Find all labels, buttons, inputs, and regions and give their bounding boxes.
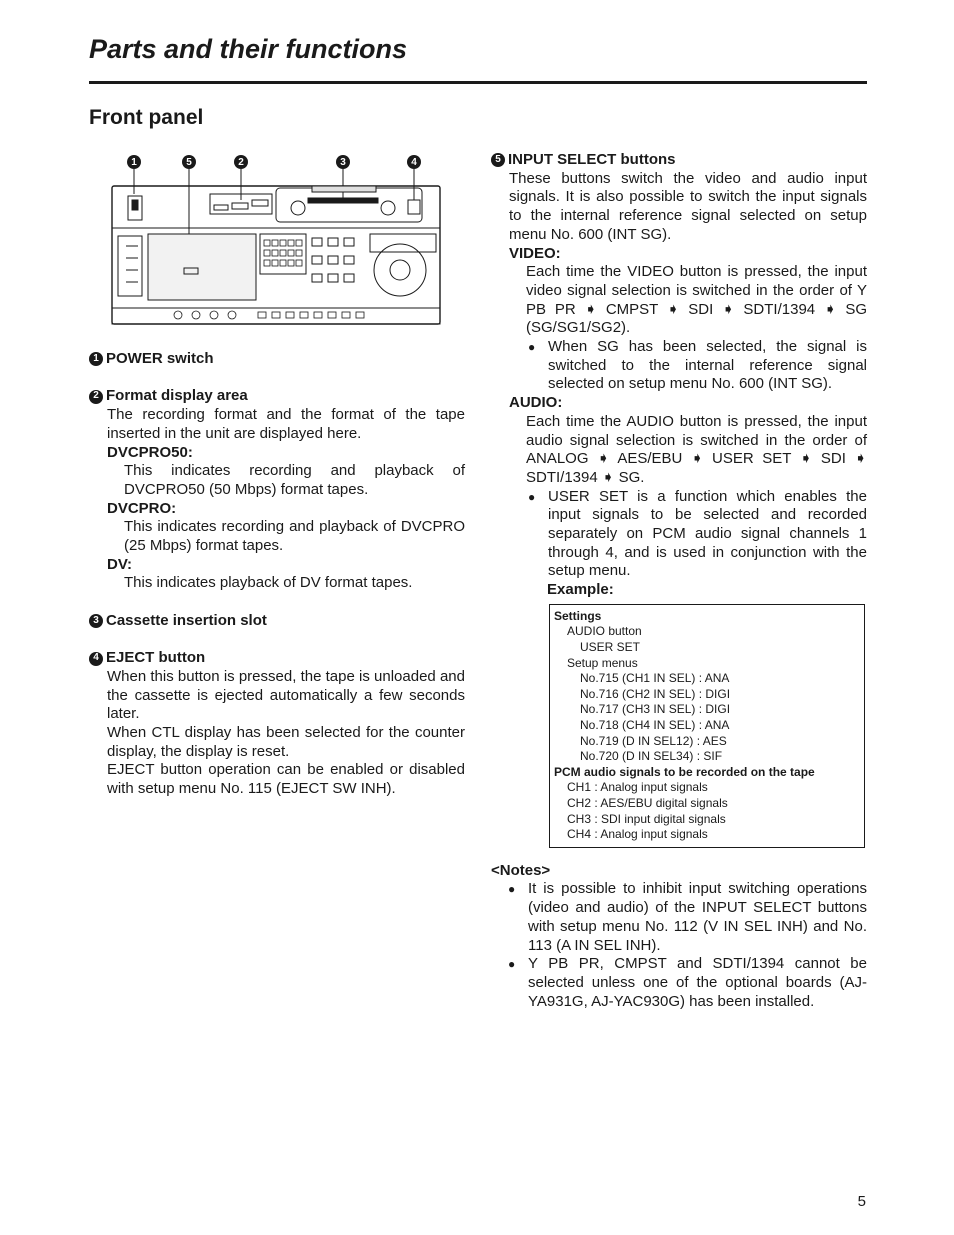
callout-1: 1 <box>127 155 141 169</box>
audio-button-label: AUDIO button <box>567 624 642 639</box>
dv-label: DV: <box>107 555 133 573</box>
menu-line: No.717 (CH3 IN SEL) : DIGI <box>580 702 731 717</box>
note-text: It is possible to inhibit input switching operations (video and audio) of the INPUT SELECT buttons with setup menu No. 112 (V IN SEL INH) and No. 113 (A IN SEL INH). <box>528 880 867 954</box>
note-text: Y PB PR, CMPST and SDTI/1394 cannot be selected unless one of the optional boards (AJ-YA931G, AJ-YAC930G) has been installed. <box>528 955 867 1010</box>
settings-label: Settings <box>554 608 602 623</box>
bullet-icon: ● <box>508 957 516 972</box>
format-display-description: The recording format and the format of the tape inserted in the unit are displayed here. <box>107 406 465 442</box>
user-set-label: USER SET <box>580 640 641 655</box>
left-column <box>89 350 465 799</box>
eject-button-heading <box>89 649 465 668</box>
input-select-description: These buttons switch the video and audio input signals. It is also possible to switch the input signals to the internal reference signal selected on setup menu No. 600 (INT SG). <box>509 169 867 243</box>
section-title: Front panel <box>89 106 204 129</box>
eject-paragraph-2: When CTL display has been selected for the counter display, the display is reset. <box>107 724 465 760</box>
video-bullet-text: When SG has been selected, the signal is switched to the internal reference signal selected on setup menu No. 600 (INT SG). <box>548 338 867 393</box>
video-bullet <box>528 338 867 394</box>
audio-text: Each time the AUDIO button is pressed, the input audio signal selection is switched in the order of ANALOG ➧ AES/EBU ➧ USER SET ➧ SDI ➧ SDTI/1394 ➧ SG. <box>526 412 867 486</box>
bullet-icon: ● <box>528 489 536 504</box>
example-label: Example: <box>547 581 614 599</box>
cassette-slot-title: Cassette insertion slot <box>106 611 267 629</box>
channel-line: CH1 : Analog input signals <box>567 780 708 795</box>
number-badge: 5 <box>491 153 505 167</box>
callout-3: 3 <box>336 155 350 169</box>
eject-button-title: EJECT button <box>106 649 206 667</box>
menu-line: No.716 (CH2 IN SEL) : DIGI <box>580 686 731 701</box>
front-panel-illustration <box>108 150 444 326</box>
notes-heading: <Notes> <box>491 861 551 879</box>
menu-line: No.719 (D IN SEL12) : AES <box>580 733 727 748</box>
dvcpro-text: This indicates recording and playback of DVCPRO (25 Mbps) format tapes. <box>124 518 465 555</box>
eject-paragraph-3: EJECT button operation can be enabled or disabled with setup menu No. 115 (EJECT SW INH). <box>107 761 465 798</box>
format-display-title: Format display area <box>106 387 248 405</box>
audio-label: AUDIO: <box>509 394 563 412</box>
pcm-title: PCM audio signals to be recorded on the tape <box>554 764 815 779</box>
channel-line: CH4 : Analog input signals <box>567 827 708 842</box>
note-item <box>508 955 867 1011</box>
callout-2: 2 <box>234 155 248 169</box>
dvcpro50-text: This indicates recording and playback of DVCPRO50 (50 Mbps) format tapes. <box>124 462 465 498</box>
callout-5: 5 <box>182 155 196 169</box>
bullet-icon: ● <box>508 882 516 897</box>
page-number: 5 <box>857 1193 866 1210</box>
setup-menus-label: Setup menus <box>567 655 638 670</box>
format-display-heading <box>89 387 465 406</box>
video-label: VIDEO: <box>509 244 561 262</box>
power-switch-title: POWER switch <box>106 350 214 367</box>
input-select-title: INPUT SELECT buttons <box>508 151 676 168</box>
video-text: Each time the VIDEO button is pressed, the input video signal selection is switched in the order of Y PB PR ➧ CMPST ➧ SDI ➧ SDTI/1394 ➧ SG (SG/SG1/SG2). <box>526 263 867 337</box>
menu-line: No.718 (CH4 IN SEL) : ANA <box>580 718 730 733</box>
example-box <box>549 604 865 848</box>
input-select-heading <box>491 151 867 170</box>
note-item <box>508 880 867 955</box>
cassette-slot-heading <box>89 612 465 631</box>
channel-line: CH2 : AES/EBU digital signals <box>567 796 728 810</box>
dvcpro50-label: DVCPRO50: <box>107 443 193 461</box>
dv-text: This indicates playback of DV format tapes. <box>124 574 413 592</box>
number-badge: 2 <box>89 390 103 404</box>
dvcpro-label: DVCPRO: <box>107 499 177 517</box>
bullet-icon: ● <box>528 340 536 355</box>
menu-line: No.720 (D IN SEL34) : SIF <box>580 749 723 764</box>
number-badge: 1 <box>89 352 103 366</box>
eject-paragraph-1: When this button is pressed, the tape is unloaded and the cassette is ejected automatically a few seconds later. <box>107 667 465 723</box>
audio-bullet-text: USER SET is a function which enables the input signals to be selected and recorded separately on PCM audio signal channels 1 through 4, and is used in conjunction with the setup menu. <box>548 487 867 580</box>
front-panel-drawing <box>108 150 444 326</box>
callout-4: 4 <box>407 155 421 169</box>
number-badge: 4 <box>89 652 103 666</box>
page-title: Parts and their functions <box>89 34 408 64</box>
channel-line: CH3 : SDI input digital signals <box>567 811 726 826</box>
right-column <box>491 151 867 1011</box>
number-badge: 3 <box>89 614 103 628</box>
power-switch-heading <box>89 350 465 369</box>
audio-bullet <box>528 488 867 582</box>
menu-line: No.715 (CH1 IN SEL) : ANA <box>580 671 730 686</box>
title-rule <box>89 81 867 84</box>
